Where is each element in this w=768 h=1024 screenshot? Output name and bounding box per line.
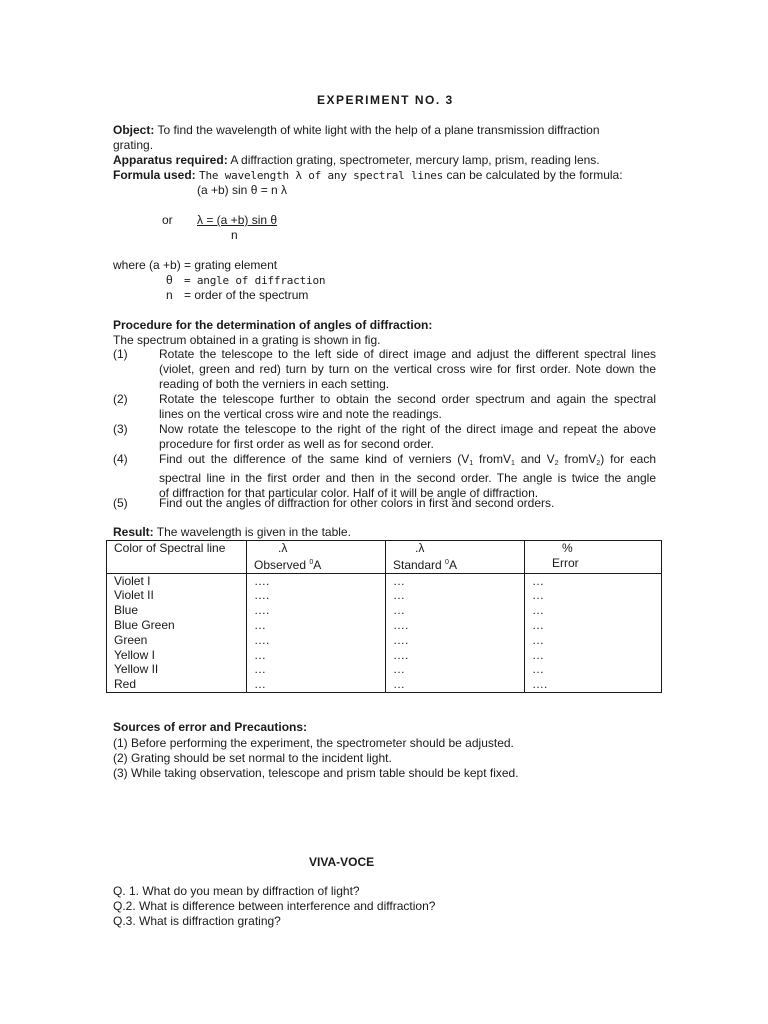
result-label: Result: [113,525,154,539]
sources-item-1: (1) Before performing the experiment, the spectrometer should be adjusted. [113,736,514,750]
step-4-line-1: Find out the difference of the same kind of verniers ($V_1$ fromV$_1$ and $V_2$ fromV$_2$) for each [159,452,656,467]
where-n-symbol: n [166,288,173,302]
apparatus-label: Apparatus required: [113,153,228,167]
step-3-text [159,422,656,452]
step-1-line-3: reading of both the verniers in each setting. [159,377,390,391]
table-row: Blue Green … …. … [107,618,662,633]
step-2-text [159,392,656,422]
step-2-line-1: Rotate the telescope further to obtain the second order spectrum and again the spectral [159,392,656,406]
formula-equation-2-denominator: n [231,228,238,242]
table-row: Green …. …. … [107,633,662,648]
where-n-definition: = order of the spectrum [184,288,309,302]
formula-line [113,168,623,183]
formula-text: can be calculated by the formula: [446,168,623,182]
result-line [113,525,351,540]
step-1-number: (1) [113,347,128,361]
formula-equation-2-numerator: λ = (a +b) sin θ [197,213,278,227]
object-line [113,123,600,138]
where-theta-definition: = angle of diffraction [184,274,326,287]
step-3-line-2: procedure for first order as well as for second order. [159,437,434,451]
table-row: Yellow I … …. … [107,648,662,663]
step-2-number: (2) [113,392,128,406]
object-label: Object: [113,123,155,137]
step-3-line-1: Now rotate the telescope to the right of the right of the direct image and repeat the above [159,422,656,436]
header-standard: .λ Standard $^0$A [386,541,525,574]
header-error: % Error [525,541,662,574]
step-4-text [159,452,656,501]
step-4-line-3: of diffraction for that particular color. Half of it will be angle of diffraction. [159,486,539,500]
step-3-number: (3) [113,422,128,436]
formula-equation-1: (a +b) sin θ = n λ [197,183,288,197]
table-row: Violet II …. … … [107,588,662,603]
formula-or: or [162,213,173,227]
step-1-line-2: (violet, green and red) turn by turn on the vertical cross wire for first order. Note down the [159,362,656,376]
object-text-continued: grating. [113,138,154,152]
step-2-line-2: lines on the vertical cross wire and note the readings. [159,407,442,421]
where-grating-element: where (a +b) = grating element [113,258,278,272]
result-text: The wavelength is given in the table. [156,525,351,539]
table-row: Blue …. … … [107,603,662,618]
object-text: To find the wavelength of white light with the help of a plane transmission diffraction [157,123,600,137]
viva-question-3: Q.3. What is diffraction grating? [113,914,281,928]
procedure-heading: Procedure for the determination of angles of diffraction: [113,318,433,332]
formula-text-mono: The wavelength λ of any spectral lines [199,169,444,182]
formula-label: Formula used: [113,168,196,182]
step-5-line-1: Find out the angles of diffraction for other colors in first and second orders. [159,496,555,510]
table-row: Red … … …. [107,677,662,692]
step-4-number: (4) [113,452,128,466]
table-row: Violet I …. … … [107,573,662,588]
step-5-text [159,496,656,511]
step-5-number: (5) [113,496,128,510]
viva-voce-heading: VIVA-VOCE [309,855,375,869]
procedure-intro: The spectrum obtained in a grating is shown in fig. [113,333,381,347]
sources-item-3: (3) While taking observation, telescope and prism table should be kept fixed. [113,766,519,780]
viva-question-2: Q.2. What is difference between interference and diffraction? [113,899,436,913]
apparatus-line [113,153,600,168]
header-color: Color of Spectral line [107,541,247,574]
step-1-text [159,347,656,392]
apparatus-text: A diffraction grating, spectrometer, mercury lamp, prism, reading lens. [230,153,600,167]
sources-heading: Sources of error and Precautions: [113,720,308,734]
sources-item-2: (2) Grating should be set normal to the incident light. [113,751,392,765]
step-4-line-2: spectral line in the first order and then in the second order. The angle is twice the angle [159,471,656,485]
result-table-header [107,541,662,574]
step-1-line-1: Rotate the telescope to the left side of direct image and adjust the different spectral lines [159,347,656,361]
result-table [106,540,662,693]
where-theta-symbol: θ [166,273,173,287]
table-row: Yellow II … … … [107,662,662,677]
viva-question-1: Q. 1. What do you mean by diffraction of light? [113,884,360,898]
header-observed: .λ Observed $^0$A [247,541,386,574]
experiment-title: EXPERIMENT NO. 3 [317,93,454,107]
